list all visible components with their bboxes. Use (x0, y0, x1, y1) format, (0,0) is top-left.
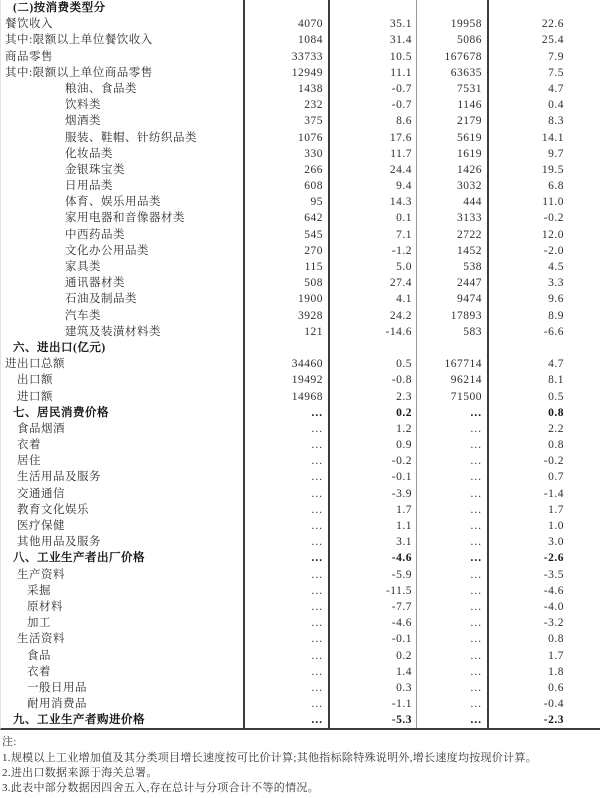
table-row (1, 550, 600, 566)
row-value: … (417, 567, 489, 583)
row-value: 8.9 (548, 309, 564, 322)
row-value: -0.2 (543, 455, 564, 468)
row-value: 2447 (417, 275, 489, 291)
row-value: 608 (245, 178, 330, 194)
row-value (330, 340, 417, 356)
row-label: 生活资料 (1, 631, 245, 647)
row-value: … (417, 453, 489, 469)
table-row (1, 81, 600, 97)
row-value: 1.7 (548, 649, 564, 662)
row-value: 115 (245, 259, 330, 275)
row-value: 10.5 (330, 49, 417, 65)
row-value: 3032 (417, 178, 489, 194)
row-value: … (417, 405, 489, 421)
table-row (1, 372, 600, 388)
row-value: -1.2 (330, 243, 417, 259)
table-row (1, 583, 600, 599)
row-value: … (245, 421, 330, 437)
row-value: … (417, 631, 489, 647)
table-row (1, 178, 600, 194)
row-value: 22.6 (541, 18, 564, 31)
table-row (1, 308, 600, 324)
row-value: 0.5 (548, 390, 564, 403)
row-label: 中西药品类 (1, 227, 245, 243)
row-value: … (417, 502, 489, 518)
row-value: 71500 (417, 389, 489, 405)
row-value: 2722 (417, 227, 489, 243)
row-value (489, 340, 600, 356)
row-label: 进出口总额 (1, 356, 245, 372)
table-row (1, 631, 600, 647)
table-row (1, 16, 600, 32)
row-value: 17893 (417, 308, 489, 324)
row-value: 17.6 (330, 130, 417, 146)
table-row (1, 243, 600, 259)
row-value: 31.4 (330, 32, 417, 48)
row-label: 烟酒类 (1, 113, 245, 129)
table-row (1, 648, 600, 664)
row-value: 96214 (417, 372, 489, 388)
table-row (1, 324, 600, 340)
row-label: 生活用品及服务 (1, 469, 245, 485)
row-value: 0.6 (548, 681, 564, 694)
table-row (1, 518, 600, 534)
table-row (1, 502, 600, 518)
row-label: 家用电器和音像器材类 (1, 210, 245, 226)
row-value: -4.0 (543, 600, 564, 613)
row-value: 95 (245, 194, 330, 210)
row-value: -0.1 (330, 631, 417, 647)
row-label: 日用品类 (1, 178, 245, 194)
row-label: 耐用消费品 (1, 696, 245, 712)
row-value: 1.2 (330, 421, 417, 437)
row-value: … (245, 550, 330, 566)
row-label: 商品零售 (1, 49, 245, 65)
row-value: … (417, 599, 489, 615)
row-value: 0.2 (330, 648, 417, 664)
row-value: 270 (245, 243, 330, 259)
row-label: 餐饮收入 (1, 16, 245, 32)
row-value: 545 (245, 227, 330, 243)
row-label: 七、居民消费价格 (1, 405, 245, 421)
row-value: 19958 (417, 16, 489, 32)
note-line-3: 3.此表中部分数据因四舍五入,存在总计与分项合计不等的情况。 (2, 782, 319, 795)
row-value: 0.8 (548, 439, 564, 452)
row-value: … (245, 712, 330, 728)
row-value: … (245, 567, 330, 583)
row-value: 14968 (245, 389, 330, 405)
table-row (1, 453, 600, 469)
row-value: 1.4 (330, 664, 417, 680)
row-value: -3.5 (543, 568, 564, 581)
row-value: 0.2 (330, 405, 417, 421)
row-value: 508 (245, 275, 330, 291)
row-value: 3928 (245, 308, 330, 324)
table-row (1, 146, 600, 162)
row-value: … (245, 648, 330, 664)
row-value: 375 (245, 113, 330, 129)
table-row (1, 680, 600, 696)
row-value: … (417, 486, 489, 502)
row-value: 1146 (417, 97, 489, 113)
row-label: 汽车类 (1, 308, 245, 324)
table-row (1, 291, 600, 307)
table-row (1, 615, 600, 631)
row-value: 11.0 (542, 196, 564, 209)
row-value: -0.7 (330, 81, 417, 97)
row-value: 0.8 (548, 633, 564, 646)
row-value: 330 (245, 146, 330, 162)
row-value: 2.3 (330, 389, 417, 405)
row-value: 9474 (417, 291, 489, 307)
row-value: 7.5 (548, 66, 564, 79)
table-row (1, 0, 600, 16)
table-row (1, 227, 600, 243)
row-label: 家具类 (1, 259, 245, 275)
row-value: -0.4 (543, 698, 564, 711)
row-value: 24.4 (330, 162, 417, 178)
table-row (1, 696, 600, 712)
row-label: (二)按消费类型分 (1, 0, 245, 16)
row-value: 19.5 (541, 163, 564, 176)
row-label: 生产资料 (1, 567, 245, 583)
row-value: 4.1 (330, 291, 417, 307)
row-value: 538 (417, 259, 489, 275)
row-value: 63635 (417, 65, 489, 81)
row-label: 其中:限额以上单位商品零售 (1, 65, 245, 81)
row-value: 1.8 (548, 665, 564, 678)
row-value: 19492 (245, 372, 330, 388)
row-label: 进口额 (1, 389, 245, 405)
row-value: … (245, 502, 330, 518)
row-label: 食品 (1, 648, 245, 664)
row-value: -14.6 (330, 324, 417, 340)
row-value: … (245, 453, 330, 469)
row-label: 其中:限额以上单位餐饮收入 (1, 32, 245, 48)
row-value: 167678 (417, 49, 489, 65)
row-value: 1.7 (548, 503, 564, 516)
table-row (1, 664, 600, 680)
row-value: -0.8 (330, 372, 417, 388)
row-value: 24.2 (330, 308, 417, 324)
row-value: … (417, 615, 489, 631)
row-value: 1.1 (330, 518, 417, 534)
row-value: 8.3 (548, 115, 564, 128)
row-value (245, 0, 330, 16)
row-value: … (245, 534, 330, 550)
row-value: … (417, 583, 489, 599)
row-value: 4.7 (548, 82, 564, 95)
table-row (1, 534, 600, 550)
table-row (1, 130, 600, 146)
table-row (1, 65, 600, 81)
row-value: 5.0 (330, 259, 417, 275)
row-value: … (245, 599, 330, 615)
row-value: -1.1 (330, 696, 417, 712)
row-value: 11.7 (330, 146, 417, 162)
row-value: -4.6 (330, 615, 417, 631)
table-row (1, 340, 600, 356)
note-line-1: 1.规模以上工业增加值及其分类项目增长速度按可比价计算;其他指标除特殊说明外,增长速度均按现价计算。 (2, 751, 538, 764)
row-value: … (245, 631, 330, 647)
row-value: 1084 (245, 32, 330, 48)
row-value: -6.6 (543, 325, 564, 338)
row-value: 266 (245, 162, 330, 178)
row-value: -0.1 (330, 469, 417, 485)
table-row (1, 194, 600, 210)
row-value: 167714 (417, 356, 489, 372)
row-value: 121 (245, 324, 330, 340)
row-value: 0.7 (548, 471, 564, 484)
row-value: … (245, 469, 330, 485)
note-line-2: 2.进出口数据来源于海关总署。 (2, 766, 158, 779)
row-value: 0.5 (330, 356, 417, 372)
row-value: 9.6 (548, 293, 564, 306)
table-row (1, 405, 600, 421)
row-value: -3.2 (543, 617, 564, 630)
row-value: 4.7 (548, 358, 564, 371)
row-value: 5086 (417, 32, 489, 48)
row-label: 出口额 (1, 372, 245, 388)
table-row (1, 356, 600, 372)
row-label: 食品烟酒 (1, 421, 245, 437)
row-label: 六、进出口(亿元) (1, 340, 245, 356)
row-value: 583 (417, 324, 489, 340)
row-label: 服装、鞋帽、针纺织品类 (1, 130, 245, 146)
row-value: 444 (417, 194, 489, 210)
row-value: -1.4 (543, 487, 564, 500)
row-value: … (417, 664, 489, 680)
table-row (1, 712, 600, 728)
row-value: 1452 (417, 243, 489, 259)
row-value: … (417, 680, 489, 696)
row-value: 9.7 (548, 147, 564, 160)
row-value: 0.3 (330, 680, 417, 696)
row-value: 7.1 (330, 227, 417, 243)
row-value: -4.6 (543, 584, 564, 597)
row-value: 8.6 (330, 113, 417, 129)
row-value: 8.1 (548, 374, 564, 387)
table-row (1, 469, 600, 485)
table-row (1, 97, 600, 113)
row-value: … (245, 664, 330, 680)
row-value: … (417, 534, 489, 550)
table-row (1, 113, 600, 129)
row-value: … (417, 437, 489, 453)
notes-title: 注: (2, 736, 17, 749)
row-value: -2.3 (543, 714, 564, 727)
row-label: 其他用品及服务 (1, 534, 245, 550)
row-label: 交通通信 (1, 486, 245, 502)
row-value: … (417, 421, 489, 437)
table-row (1, 421, 600, 437)
row-value (330, 0, 417, 16)
row-value: 2179 (417, 113, 489, 129)
row-value: 14.3 (330, 194, 417, 210)
row-value: … (245, 437, 330, 453)
row-label: 一般日用品 (1, 680, 245, 696)
row-value: … (417, 518, 489, 534)
row-value: -4.6 (330, 550, 417, 566)
row-value (417, 0, 489, 16)
row-value: 12.0 (541, 228, 564, 241)
row-value: 7531 (417, 81, 489, 97)
table-row (1, 599, 600, 615)
row-value: 11.1 (330, 65, 417, 81)
row-label: 九、工业生产者购进价格 (1, 712, 245, 728)
row-value: -5.9 (330, 567, 417, 583)
table-row (1, 162, 600, 178)
table-row (1, 210, 600, 226)
row-label: 加工 (1, 615, 245, 631)
row-value (245, 340, 330, 356)
row-value: 9.4 (330, 178, 417, 194)
row-value: … (417, 696, 489, 712)
row-label: 金银珠宝类 (1, 162, 245, 178)
row-value: 12949 (245, 65, 330, 81)
row-value: 3.3 (548, 277, 564, 290)
row-value: 6.8 (548, 180, 564, 193)
row-value: -7.7 (330, 599, 417, 615)
row-value: … (245, 680, 330, 696)
row-value: 232 (245, 97, 330, 113)
row-value: 27.4 (330, 275, 417, 291)
row-value: 3.1 (330, 534, 417, 550)
row-value: -2.0 (543, 244, 564, 257)
row-label: 衣着 (1, 664, 245, 680)
row-value: 1.7 (330, 502, 417, 518)
row-label: 体育、娱乐用品类 (1, 194, 245, 210)
row-value: -0.2 (543, 212, 564, 225)
row-label: 建筑及装潢材料类 (1, 324, 245, 340)
row-value: 4070 (245, 16, 330, 32)
table-row (1, 32, 600, 48)
row-value: -0.2 (330, 453, 417, 469)
row-value: 3133 (417, 210, 489, 226)
row-label: 原材料 (1, 599, 245, 615)
notes-section (0, 730, 600, 796)
row-value: … (245, 696, 330, 712)
row-value: … (417, 712, 489, 728)
table-row (1, 259, 600, 275)
row-value: 0.8 (548, 406, 564, 419)
row-value: 2.2 (548, 422, 564, 435)
row-label: 八、工业生产者出厂价格 (1, 550, 245, 566)
row-value: 1076 (245, 130, 330, 146)
row-value: … (245, 583, 330, 599)
row-value: 3.0 (548, 536, 564, 549)
row-label: 通讯器材类 (1, 275, 245, 291)
table-row (1, 486, 600, 502)
row-value: … (245, 615, 330, 631)
row-value: 0.1 (330, 210, 417, 226)
row-label: 医疗保健 (1, 518, 245, 534)
row-label: 衣着 (1, 437, 245, 453)
row-value: 5619 (417, 130, 489, 146)
row-value: 1438 (245, 81, 330, 97)
row-value: 1426 (417, 162, 489, 178)
row-value: 33733 (245, 49, 330, 65)
row-label: 教育文化娱乐 (1, 502, 245, 518)
row-label: 文化办公用品类 (1, 243, 245, 259)
row-value: -5.3 (330, 712, 417, 728)
row-value: 14.1 (541, 131, 564, 144)
row-value: 0.9 (330, 437, 417, 453)
row-value (489, 0, 600, 16)
table-row (1, 389, 600, 405)
row-value: 1900 (245, 291, 330, 307)
row-value: … (417, 469, 489, 485)
table-row (1, 567, 600, 583)
row-label: 石油及制品类 (1, 291, 245, 307)
row-value: 34460 (245, 356, 330, 372)
table-row (1, 49, 600, 65)
row-value: 0.4 (548, 99, 564, 112)
row-value: … (417, 648, 489, 664)
row-value (417, 340, 489, 356)
row-label: 化妆品类 (1, 146, 245, 162)
row-value: 35.1 (330, 16, 417, 32)
row-label: 饮料类 (1, 97, 245, 113)
row-value: 1619 (417, 146, 489, 162)
row-value: 642 (245, 210, 330, 226)
row-value: … (245, 518, 330, 534)
row-value: 25.4 (541, 34, 564, 47)
row-value: 7.9 (548, 50, 564, 63)
row-label: 采掘 (1, 583, 245, 599)
row-label: 粮油、食品类 (1, 81, 245, 97)
row-value: -11.5 (330, 583, 417, 599)
row-value: -2.6 (543, 552, 564, 565)
row-value: … (245, 405, 330, 421)
row-value: … (417, 550, 489, 566)
row-value: … (245, 486, 330, 502)
row-value: 1.0 (548, 520, 564, 532)
row-value: -3.9 (330, 486, 417, 502)
table-row (1, 437, 600, 453)
row-label: 居住 (1, 453, 245, 469)
table-row (1, 275, 600, 291)
row-value: -0.7 (330, 97, 417, 113)
row-value: 4.5 (548, 261, 564, 273)
